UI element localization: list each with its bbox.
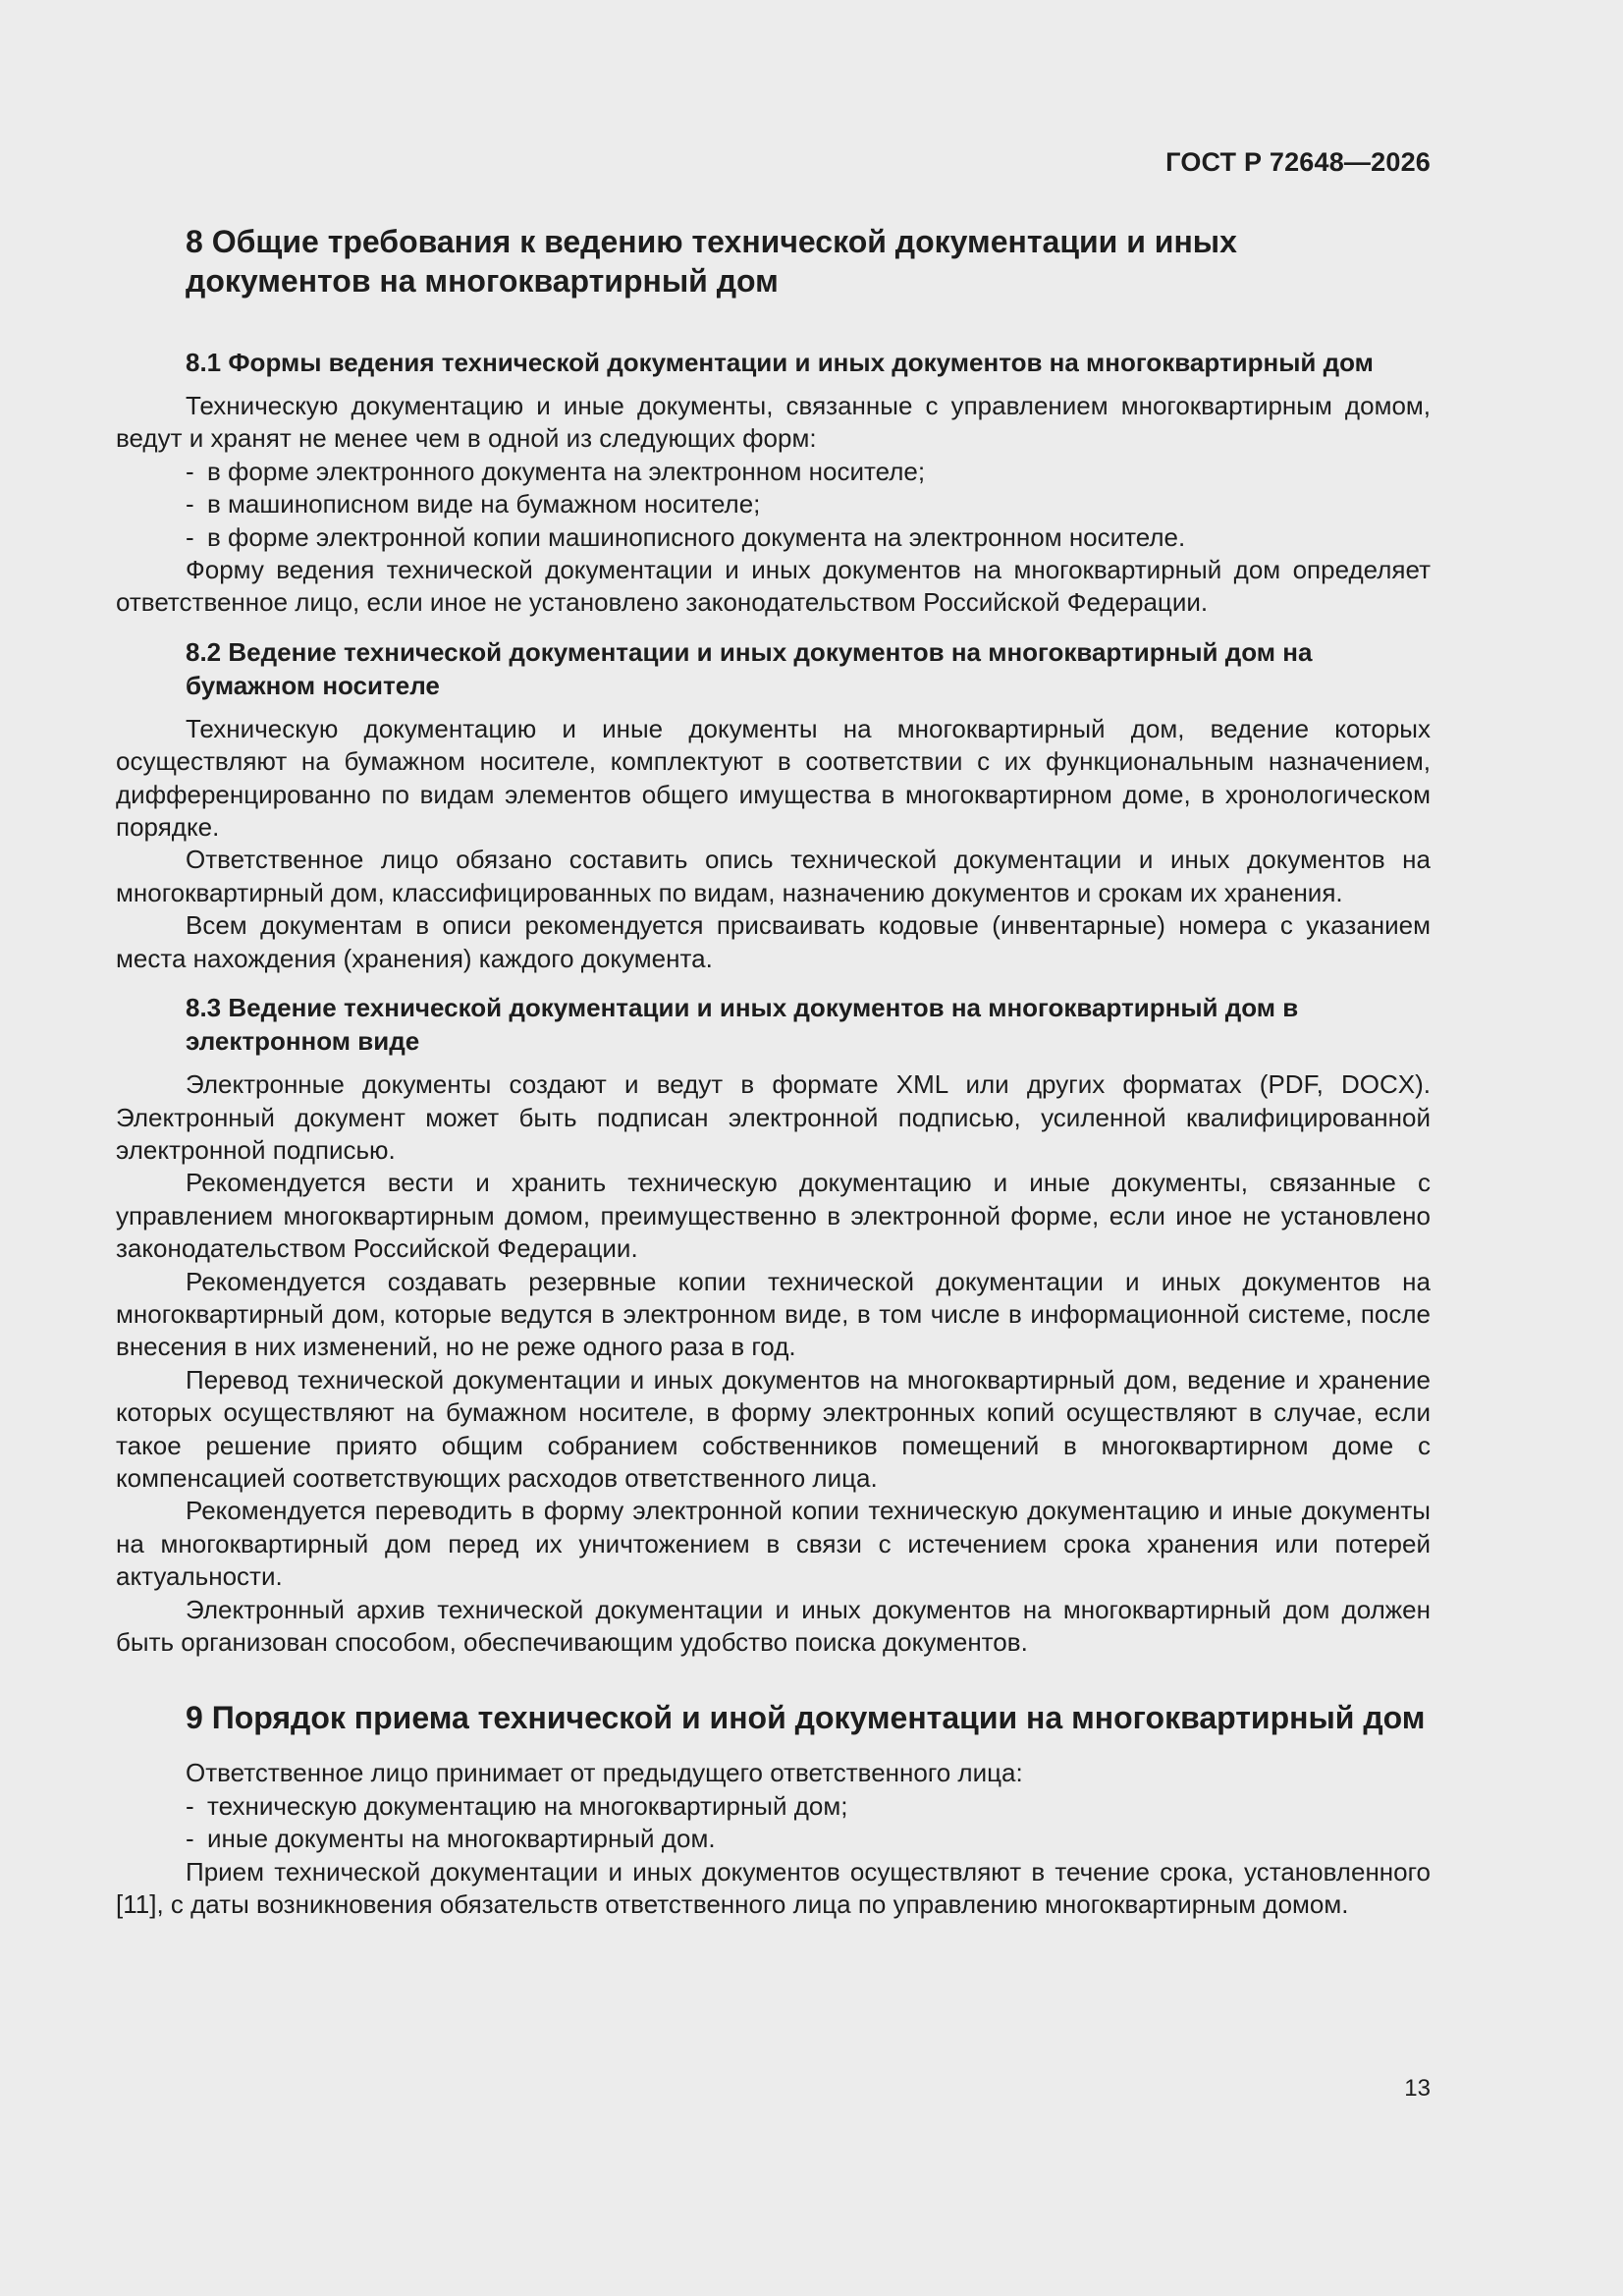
list-item-text: иные документы на многоквартирный дом.: [207, 1824, 716, 1854]
paragraph: Техническую документацию и иные документы на многоквартирный дом, ведение которых осуществляют на бумажном носителе, комплектуют в соответствии с их функциональным назначением, дифференцированно по видам элементов общего имущества в многоквартирном доме, в хронологическом порядке.: [116, 713, 1431, 843]
paragraph: Электронный архив технической документации и иных документов на многоквартирный дом должен быть организован способом, обеспечивающим удобство поиска документов.: [116, 1594, 1431, 1657]
section-9-intro: Ответственное лицо принимает от предыдущего ответственного лица:: [186, 1758, 1023, 1788]
paragraph: Рекомендуется создавать резервные копии технической документации и иных документов на многоквартирный дом, которые ведутся в электронном виде, в том числе в информационной системе, после внесения в них изменений, но не реже одного раза в год.: [116, 1266, 1431, 1362]
paragraph: Рекомендуется вести и хранить техническую документацию и иные документы, связанные с управлением многоквартирным домом, преимущественно в электронной форме, если иное не установлено законодательством Российской Федерации.: [116, 1168, 1431, 1264]
paragraph: Электронные документы создают и ведут в формате XML или других форматах (PDF, DOCX). Электронный документ может быть подписан электронной подписью, усиленной квалифицированной электронной подписью.: [116, 1069, 1431, 1165]
list-item: [116, 1823, 1431, 1855]
list-dash: -: [186, 489, 194, 519]
paragraph: Рекомендуется переводить в форму электронной копии техническую документацию и иные документы на многоквартирный дом перед их уничтожением в связи с истечением срока хранения или потерей актуальности.: [116, 1496, 1431, 1592]
list-item: [116, 456, 1431, 488]
list-item: [116, 521, 1431, 554]
subsection-8-3-title: 8.3 Ведение технической документации и иных документов на многоквартирный дом в электронном виде: [186, 993, 1299, 1057]
subsection-8-1-title: 8.1 Формы ведения технической документации и иных документов на многоквартирный дом: [186, 348, 1374, 377]
list-dash: -: [186, 521, 194, 552]
paragraph: Ответственное лицо обязано составить опись технической документации и иных документов на многоквартирный дом, классифицированных по видам, назначению документов и срокам их хранения.: [116, 845, 1431, 907]
subsection-8-1-intro: Техническую документацию и иные документы, связанные с управлением многоквартирным домом, ведут и хранят не менее чем в одной из следующих форм:: [116, 391, 1431, 454]
paragraph: Всем документам в описи рекомендуется присваивать кодовые (инвентарные) номера с указанием места нахождения (хранения) каждого документа.: [116, 910, 1431, 973]
page-number: 13: [1404, 2075, 1431, 2102]
list-dash: -: [186, 456, 194, 486]
list-item-text: в форме электронного документа на электронном носителе;: [207, 456, 926, 486]
list-dash: -: [186, 1824, 194, 1854]
list-item: [116, 1790, 1431, 1823]
section-8-title: 8 Общие требования к ведению технической документации и иных документов на многоквартирный дом: [186, 224, 1237, 299]
document-body: [116, 222, 1431, 1921]
subsection-8-1-paragraph: Форму ведения технической документации и иных документов на многоквартирный дом определяет ответственное лицо, если иное не установлено законодательством Российской Федерации.: [116, 555, 1431, 618]
subsection-8-2-title: 8.2 Ведение технической документации и иных документов на многоквартирный дом на бумажном носителе: [186, 636, 1313, 700]
list-dash: -: [186, 1790, 194, 1821]
document-header-id: ГОСТ Р 72648—2026: [1165, 147, 1431, 177]
paragraph: Перевод технической документации и иных документов на многоквартирный дом, ведение и хранение которых осуществляют на бумажном носителе, в форму электронных копий осуществляют в случае, если такое решение приято общим собранием собственников помещений в многоквартирном доме с компенсацией соответствующих расходов ответственного лица.: [116, 1364, 1431, 1493]
list-item-text: техническую документацию на многоквартирный дом;: [207, 1790, 848, 1821]
list-item-text: в машинописном виде на бумажном носителе;: [207, 489, 761, 519]
section-9-title: 9 Порядок приема технической и иной документации на многоквартирный дом: [186, 1700, 1426, 1736]
section-9-paragraph: Прием технической документации и иных документов осуществляют в течение срока, установленного [11], с даты возникновения обязательств ответственного лица по управлению многоквартирным домом.: [116, 1856, 1431, 1920]
list-item-text: в форме электронной копии машинописного документа на электронном носителе.: [207, 521, 1186, 552]
list-item: [116, 488, 1431, 520]
